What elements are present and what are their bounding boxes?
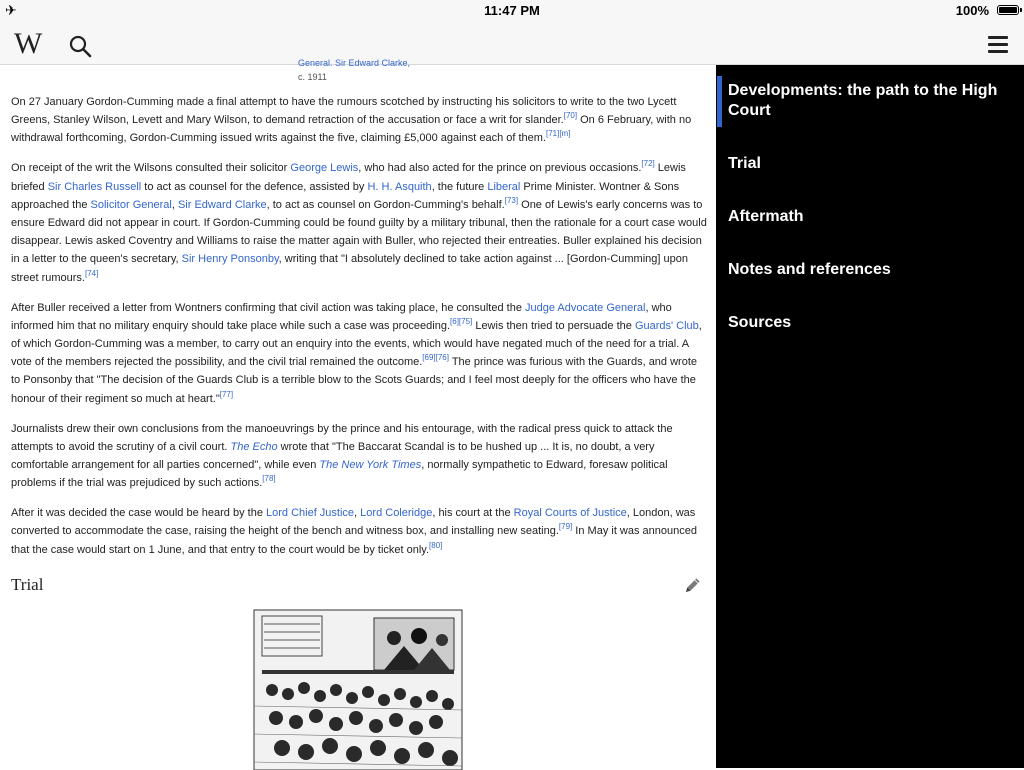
toc-item-sources[interactable]: Sources [728,314,792,331]
paragraph-text: Lewis briefed [11,162,686,193]
article-link[interactable]: Liberal [487,180,521,193]
paragraph-text: , writing that "I absolutely declined to take action against ... [Gordon-Cumming] upon street rumours. [11,253,688,284]
toc-item-notes-and-references[interactable]: Notes and references [728,261,891,278]
paragraph-text: One of Lewis's early concerns was to ensure Edward did not appear in court. If Gordon-Cumming could be found guilty by a military tribunal, then the rationale for a court case would disappear. Lewis asked Coventry and Williams to raise the matter again with Buller, who rejected their entreaties. Buller explained his decision in a letter to the queen's secretary, [11,198,707,266]
paragraph-text: , of which Gordon-Cumming was a member, to carry out an enquiry into the events, which would have negated much of the need for a trial. A vote of the members rejected the possibility, and the civil trial remained the outcome. [11,319,702,369]
citation-link[interactable]: [78] [262,474,276,484]
article-link[interactable]: The Echo [230,440,278,453]
article-body [11,93,707,571]
citation-link[interactable]: [79] [558,522,573,532]
paragraph-text: , who had also acted for the prince on previous occasions. [358,162,642,175]
citation-link[interactable]: [80] [429,540,443,550]
paragraph-text: The prince was furious with the Guards, and wrote to Ponsonby that "The decision of the Guards Club is a terrible blow to the Scots Guards; and I feel most deeply for the officers who have the honour of their regiment so much at heart." [11,356,698,405]
article-paragraph [11,299,707,408]
article-link[interactable]: Royal Courts of Justice [513,507,627,520]
toc-item-developments[interactable]: Developments: the path to the High Court [728,82,998,119]
citation-link[interactable]: [73] [504,195,519,205]
edit-pencil-icon[interactable] [683,575,703,595]
citation-link[interactable]: [77] [219,389,234,399]
paragraph-text: , normally sympathetic to Edward, foresaw political problems if the trial was prejudiced by such actions. [11,459,668,490]
paragraph-text: , [354,507,361,520]
paragraph-text: , his court at the [432,507,514,520]
citation-link[interactable]: [6][75] [450,316,473,326]
article-link[interactable]: Guards' Club [634,319,699,332]
toc-item-aftermath[interactable]: Aftermath [728,208,804,225]
paragraph-text: , to act as counsel on Gordon-Cumming's behalf. [266,198,505,211]
paragraph-text: Journalists drew their own conclusions from the manoeuvrings by the prince and his entourage, with the radical press quick to attack the attempts to avoid the scrutiny of a civil court. [11,422,673,453]
wikipedia-logo[interactable]: W [14,27,43,60]
menu-icon[interactable] [988,36,1008,54]
article-link[interactable]: The New York Times [319,459,422,472]
paragraph-text: to act as counsel for the defence, assisted by [141,180,368,193]
paragraph-text: After Buller received a letter from Wontners confirming that civil action was taking place, he consulted the [11,301,525,314]
status-bar [0,0,1024,22]
paragraph-text: On 27 January Gordon-Cumming made a final attempt to have the rumours scotched by instructing his solicitors to write to the two Lycett Greens, Stanley Wilson, Levett and Mary Wilson, to demand retraction of the accusation or face a writ for slander. [11,96,677,127]
article-link[interactable]: Solicitor General [90,198,172,211]
paragraph-text: , the future [431,180,488,193]
paragraph-text: Lewis then tried to persuade the [472,319,635,332]
section-title: Trial [11,575,44,594]
article-link[interactable]: Sir Henry Ponsonby [181,253,279,266]
paragraph-text: , who informed him that no military enquiry should take place while such a case was proceeding. [11,301,672,332]
battery-nub [1020,8,1022,12]
search-icon[interactable] [68,34,92,58]
paragraph-text: After it was decided the case would be heard by the [11,507,266,520]
trial-courtroom-illustration[interactable] [254,610,462,770]
toc-item-trial[interactable]: Trial [728,155,761,172]
citation-link[interactable]: [71][m] [545,129,571,139]
paragraph-text: On 6 February, with no withdrawal forthcoming, Gordon-Cumming issued writs against the five, claiming £5,000 against each of them. [11,114,692,145]
airplane-mode-icon: ✈ [5,2,17,18]
article-paragraph [11,93,707,148]
toc-current-indicator [717,76,722,127]
figure-caption[interactable]: General. Sir Edward Clarke, [298,58,411,68]
section-header-trial [11,575,703,597]
paragraph-text: wrote that "The Baccarat Scandal is to be hushed up ... It is, no doubt, a very comfortable arrangement for all parties concerned", while even [11,440,655,472]
article-paragraph [11,504,707,559]
paragraph-text: Prime Minister. Wontner & Sons approached the [11,180,680,211]
article-paragraph [11,159,707,286]
article-link[interactable]: H. H. Asquith [367,180,432,193]
battery-percent: 100% [955,3,989,18]
figure-caption-date: c. 1911 [298,72,327,82]
paragraph-text: In May it was announced that the case would start on 1 June, and that entry to the court would be by ticket only. [11,525,697,556]
article-link[interactable]: Lord Chief Justice [266,507,355,520]
article-paragraph [11,420,707,493]
citation-link[interactable]: [74] [84,268,99,278]
status-time: 11:47 PM [484,3,540,18]
battery-icon [997,5,1019,15]
paragraph-text: , London, was converted to accommodate the case, raising the height of the bench and witness box, and installing new seating. [11,507,696,538]
article-link[interactable]: Sir Edward Clarke [177,198,267,211]
citation-link[interactable]: [69][76] [422,353,449,363]
article-link[interactable]: Judge Advocate General [525,301,646,314]
citation-link[interactable]: [72] [641,159,655,169]
article-link[interactable]: Lord Coleridge [360,507,433,520]
paragraph-text: , [171,198,178,211]
article-link[interactable]: George Lewis [290,162,359,175]
article-content[interactable] [0,58,716,768]
table-of-contents [716,65,1024,768]
navigation-bar [0,22,1024,65]
citation-link[interactable]: [70] [563,111,578,121]
battery-level [999,7,1017,13]
article-link[interactable]: Sir Charles Russell [47,180,142,193]
paragraph-text: On receipt of the writ the Wilsons consulted their solicitor [11,162,291,175]
